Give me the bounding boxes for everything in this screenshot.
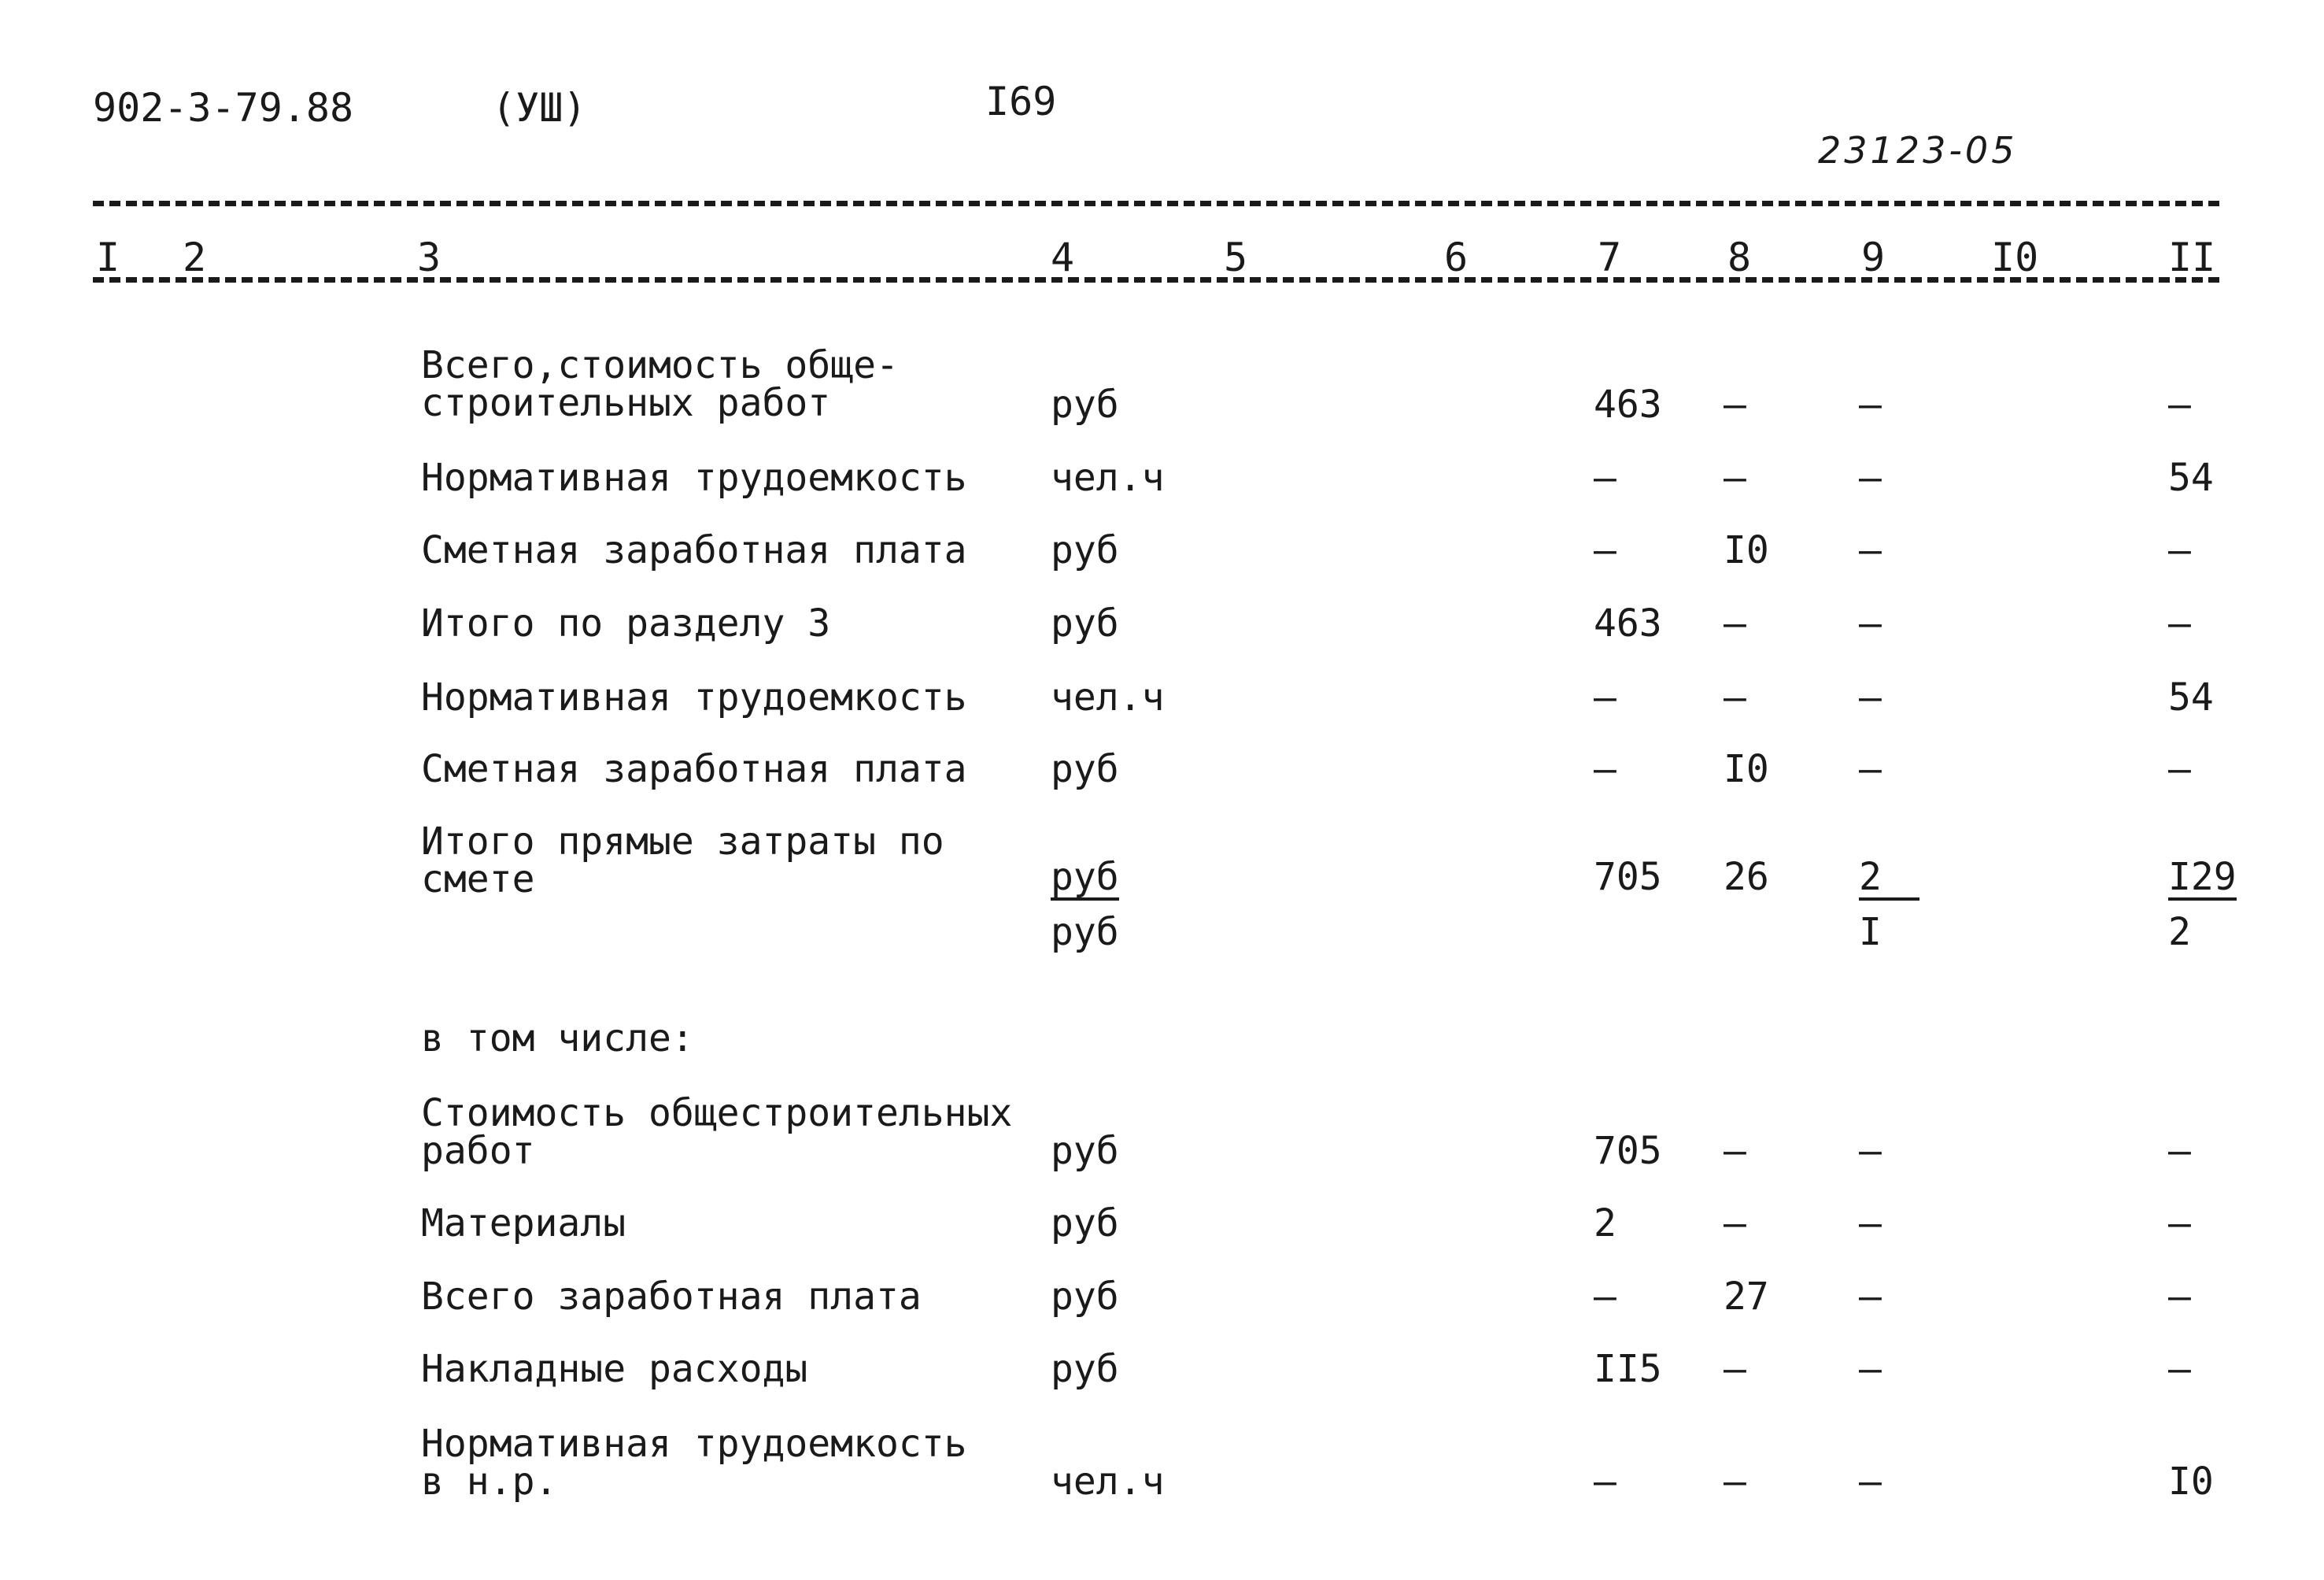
row-label: Итого по разделу 3 [421,601,831,646]
row-col9: – [1859,1460,1882,1504]
row-col9: – [1859,1201,1882,1245]
page-number: I69 [985,79,1057,124]
row-label: Сметная заработная плата [421,747,967,791]
column-header-5: 5 [1224,235,1248,280]
row-col7: – [1594,675,1616,720]
row-col8: I0 [1724,747,1769,791]
row-col7: 705 [1594,855,1662,899]
column-header-10: I0 [1991,235,2039,280]
row-col8: – [1724,1347,1746,1391]
volume-label: (УШ) [492,85,587,131]
row-unit: руб [1051,1129,1119,1173]
row-label: Сметная заработная плата [421,528,967,572]
row-col9-secondary: I [1859,910,1882,954]
column-header-4: 4 [1051,235,1075,280]
row-col9: – [1859,601,1882,646]
row-col11: 54 [2168,456,2214,500]
row-col8: – [1724,1460,1746,1504]
row-unit: чел.ч [1051,456,1165,500]
row-col7: 705 [1594,1129,1662,1173]
row-col9: – [1859,528,1882,572]
row-col9: – [1859,747,1882,791]
column-header-11: II [2168,235,2216,280]
column-header-3: 3 [417,235,442,280]
row-unit: руб [1051,383,1119,427]
row-col8: – [1724,1201,1746,1245]
column-header-2: 2 [183,235,207,280]
row-col11: – [2168,1347,2191,1391]
row-col11: – [2168,528,2191,572]
row-col9: – [1859,1347,1882,1391]
row-col11: I0 [2168,1460,2214,1504]
row-col8: – [1724,675,1746,720]
section-subheading: в том числе: [421,1016,694,1060]
row-unit: руб [1051,528,1119,572]
header-bottom-rule [93,277,2219,283]
row-col11: – [2168,747,2191,791]
row-col11: – [2168,383,2191,427]
row-col9: – [1859,383,1882,427]
header-top-rule [93,201,2219,206]
row-col8: 27 [1724,1275,1769,1319]
row-col8: – [1724,383,1746,427]
row-label: Нормативная трудоемкость [421,675,967,720]
row-col9: – [1859,1275,1882,1319]
row-col11: – [2168,1129,2191,1173]
row-label: Всего заработная плата [421,1275,922,1319]
row-label: Нормативная трудоемкость [421,456,967,500]
row-col11: 54 [2168,675,2214,720]
row-col8: 26 [1724,855,1769,899]
row-col7: – [1594,528,1616,572]
document-code: 902-3-79.88 [93,85,354,131]
row-unit: руб [1051,601,1119,646]
row-col7: 2 [1594,1201,1616,1245]
row-col9: – [1859,675,1882,720]
row-col7: 463 [1594,601,1662,646]
row-label: Всего,стоимость обще- строительных работ [421,343,899,425]
row-label: Накладные расходы [421,1347,808,1391]
row-col11: – [2168,1275,2191,1319]
stamp-number: 23123-05 [1818,129,2018,172]
row-col9: – [1859,456,1882,500]
row-label: Нормативная трудоемкость в н.р. [421,1422,967,1504]
row-unit: руб [1051,855,1119,899]
column-header-1: I [96,235,120,280]
column-header-6: 6 [1444,235,1469,280]
row-unit: руб [1051,1201,1119,1245]
row-col9: – [1859,1129,1882,1173]
row-label: Итого прямые затраты по смете [421,820,944,901]
row-col7: 463 [1594,383,1662,427]
row-col11: – [2168,601,2191,646]
row-col7: – [1594,747,1616,791]
row-col11-secondary: 2 [2168,910,2191,954]
column-header-7: 7 [1598,235,1622,280]
column-header-8: 8 [1727,235,1752,280]
row-col7: – [1594,1460,1616,1504]
row-col8: I0 [1724,528,1769,572]
row-label: Материалы [421,1201,626,1245]
row-col8: – [1724,601,1746,646]
row-unit: руб [1051,1275,1119,1319]
row-unit: чел.ч [1051,675,1165,720]
row-unit-secondary: руб [1051,910,1119,954]
row-unit: чел.ч [1051,1460,1165,1504]
row-unit: руб [1051,1347,1119,1391]
row-col8: – [1724,1129,1746,1173]
row-label: Стоимость общестроительных работ [421,1091,1013,1173]
row-col11: I29 [2168,855,2237,899]
row-col9: 2 [1859,858,1919,901]
row-col11: – [2168,1201,2191,1245]
row-unit: руб [1051,747,1119,791]
row-col8: – [1724,456,1746,500]
row-col7: – [1594,1275,1616,1319]
column-header-9: 9 [1861,235,1886,280]
row-col7: II5 [1594,1347,1662,1391]
row-col7: – [1594,456,1616,500]
